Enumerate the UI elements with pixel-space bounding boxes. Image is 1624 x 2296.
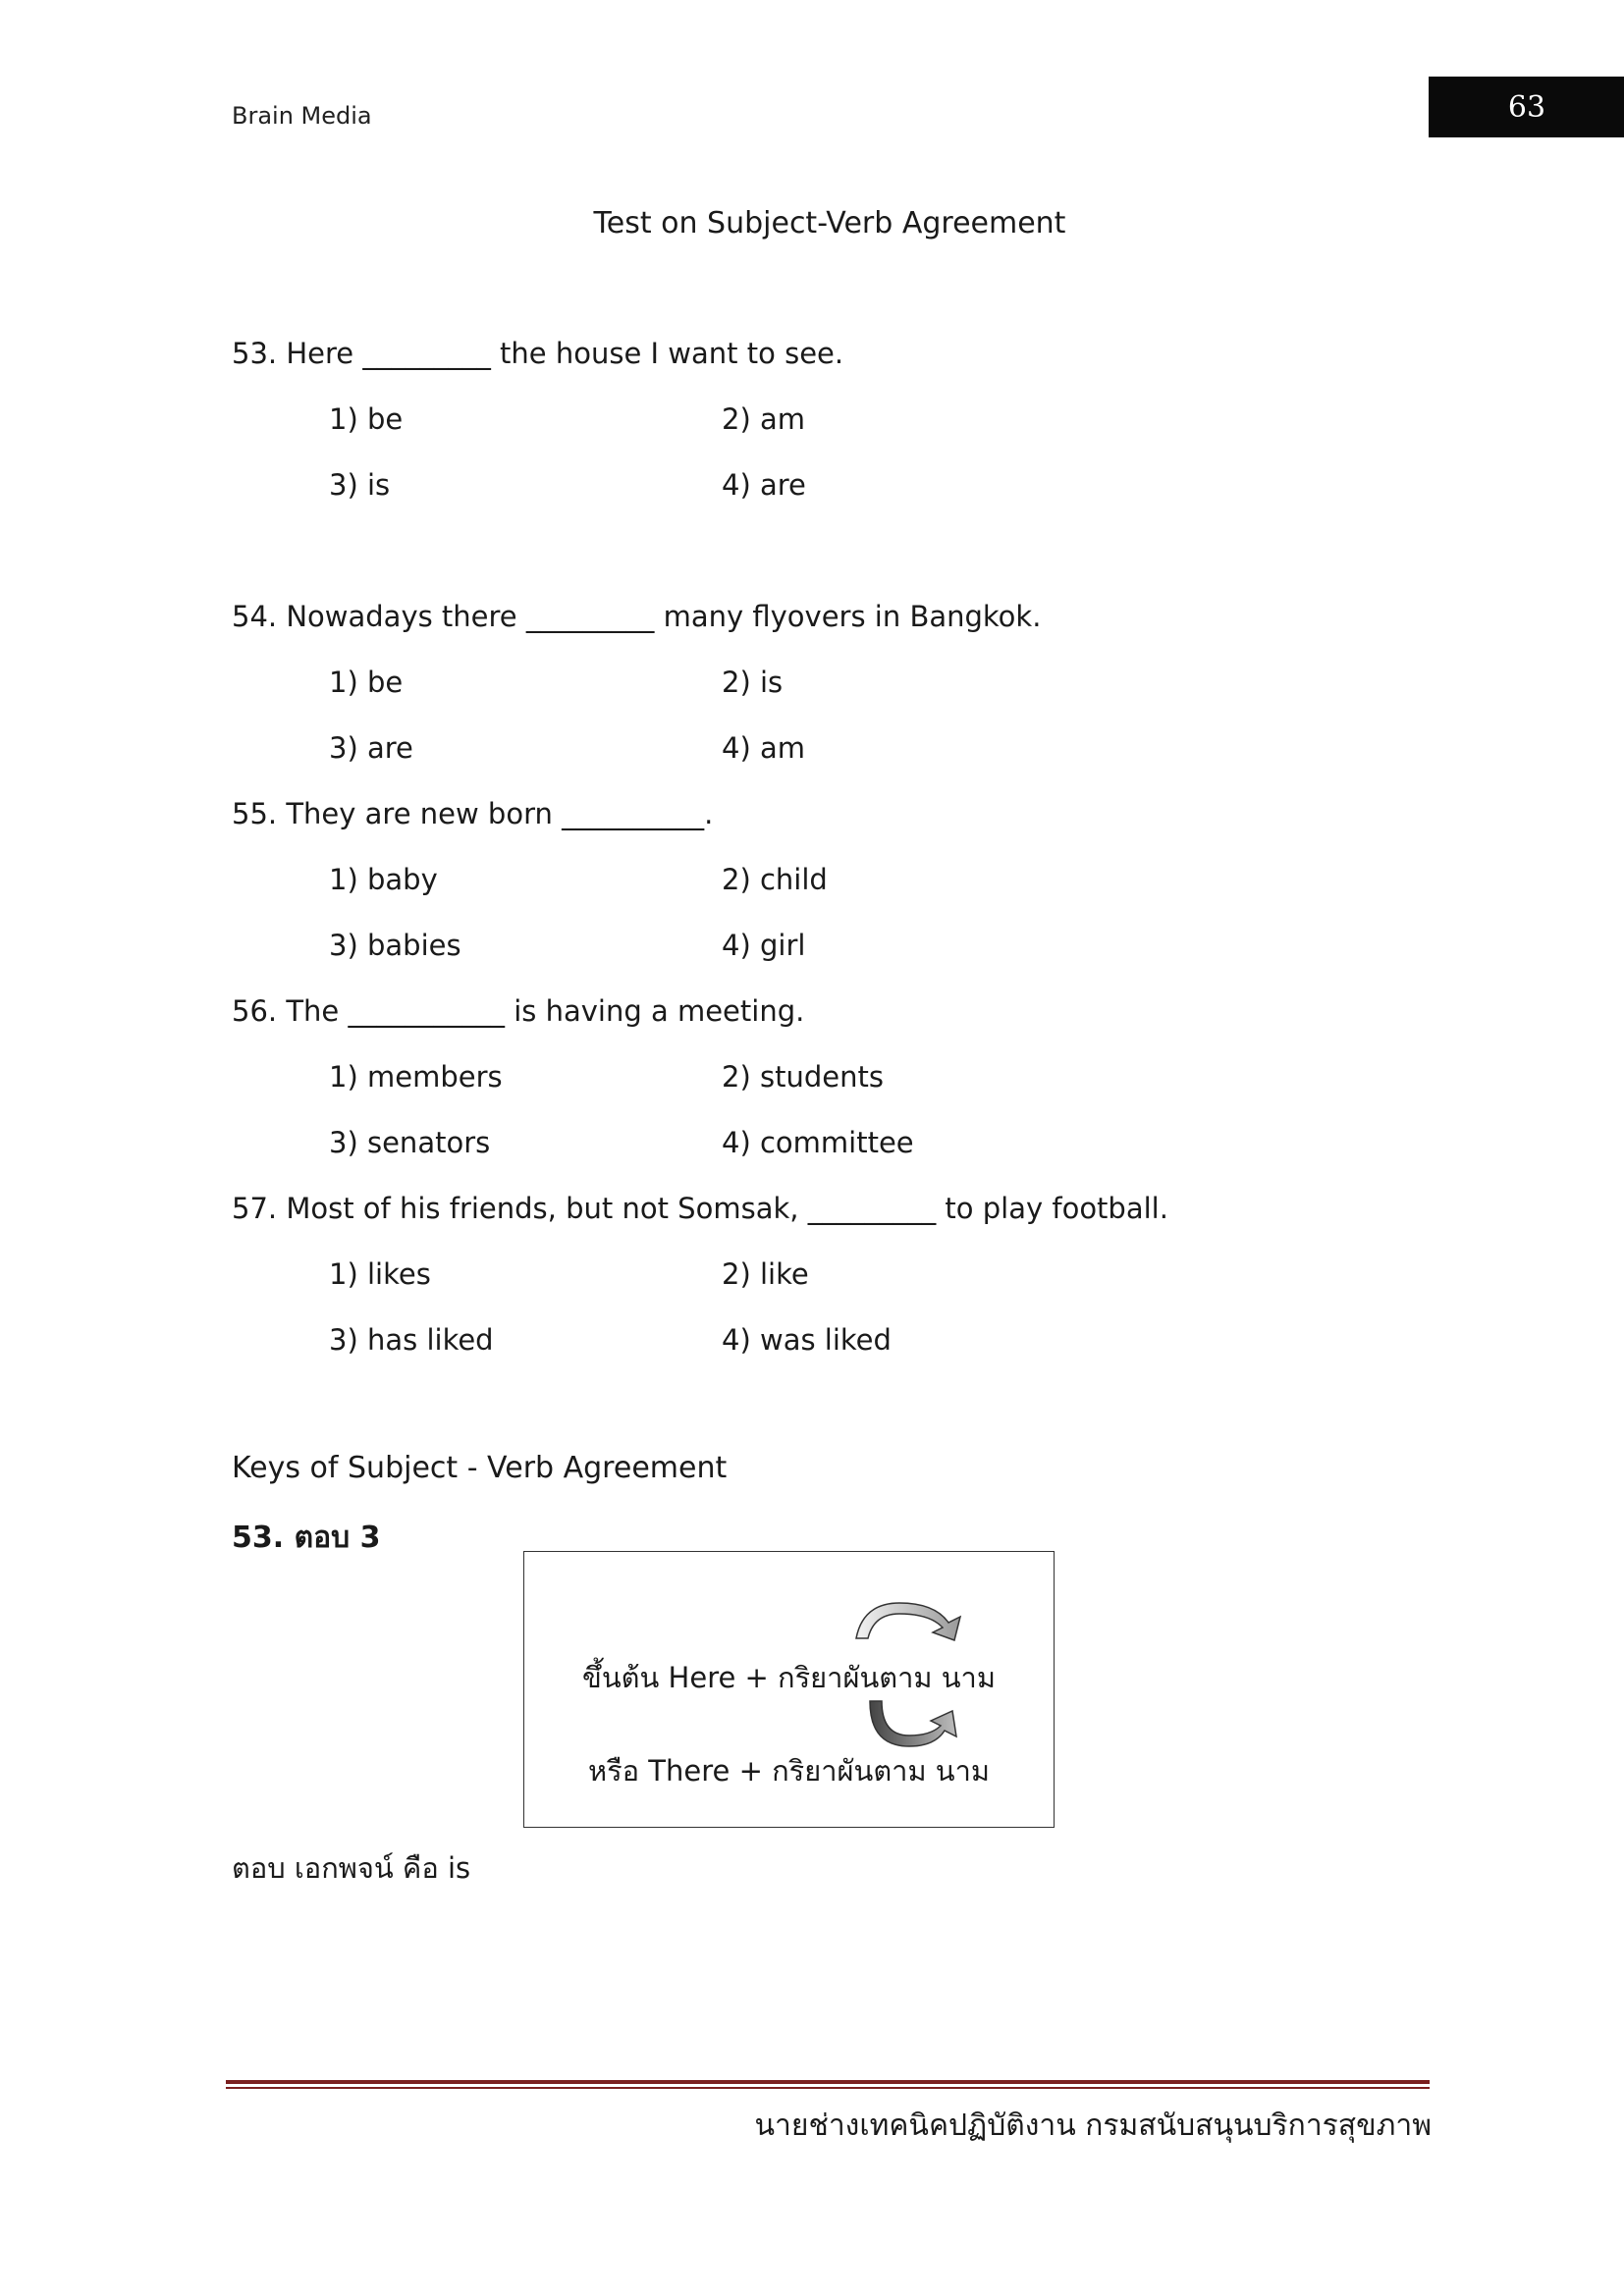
question-54: 54. Nowadays there _________ many flyovers in Bangkok.: [232, 600, 1042, 633]
page-number-box: [1429, 77, 1624, 137]
keys-heading: Keys of Subject - Verb Agreement: [232, 1451, 728, 1485]
footer-text: นายช่างเทคนิคปฏิบัติงาน กรมสนับสนุนบริการสุขภาพ: [754, 2109, 1432, 2143]
q54-option-2: 2) is: [722, 666, 784, 699]
header-brand: Brain Media: [232, 102, 372, 130]
page-title: Test on Subject-Verb Agreement: [593, 206, 1066, 240]
diagram-line-1: ขึ้นต้น Here + กริยาผันตาม นาม: [582, 1661, 996, 1694]
q56-option-2: 2) students: [722, 1060, 884, 1094]
rule-diagram-box: [523, 1551, 1055, 1828]
question-53: 53. Here _________ the house I want to see.: [232, 337, 844, 370]
q57-option-4: 4) was liked: [722, 1323, 892, 1357]
q54-option-3: 3) are: [329, 731, 413, 765]
q53-option-3: 3) is: [329, 468, 391, 502]
answer-explanation: ตอบ เอกพจน์ คือ is: [232, 1851, 471, 1885]
q53-option-1: 1) be: [329, 402, 404, 436]
q56-option-3: 3) senators: [329, 1126, 491, 1159]
q54-option-1: 1) be: [329, 666, 404, 699]
q53-option-4: 4) are: [722, 468, 806, 502]
q55-option-4: 4) girl: [722, 929, 806, 962]
page-number: 63: [1507, 89, 1546, 125]
q53-option-2: 2) am: [722, 402, 806, 436]
curved-arrow-top-icon: [856, 1603, 960, 1640]
answer-53-label: 53. ตอบ 3: [232, 1521, 381, 1555]
footer-rule-thin: [226, 2087, 1430, 2089]
q55-option-1: 1) baby: [329, 863, 438, 896]
question-57: 57. Most of his friends, but not Somsak, _________ to play football.: [232, 1192, 1168, 1225]
q57-option-1: 1) likes: [329, 1257, 431, 1291]
question-55: 55. They are new born __________.: [232, 797, 714, 830]
footer-rule: [226, 2080, 1430, 2084]
curved-arrow-bottom-icon: [870, 1701, 956, 1746]
q57-option-2: 2) like: [722, 1257, 809, 1291]
question-56: 56. The ___________ is having a meeting.: [232, 994, 805, 1028]
q56-option-1: 1) members: [329, 1060, 503, 1094]
diagram-line-2: หรือ There + กริยาผันตาม นาม: [587, 1754, 991, 1788]
q54-option-4: 4) am: [722, 731, 806, 765]
q57-option-3: 3) has liked: [329, 1323, 494, 1357]
q56-option-4: 4) committee: [722, 1126, 914, 1159]
q55-option-3: 3) babies: [329, 929, 461, 962]
q55-option-2: 2) child: [722, 863, 828, 896]
